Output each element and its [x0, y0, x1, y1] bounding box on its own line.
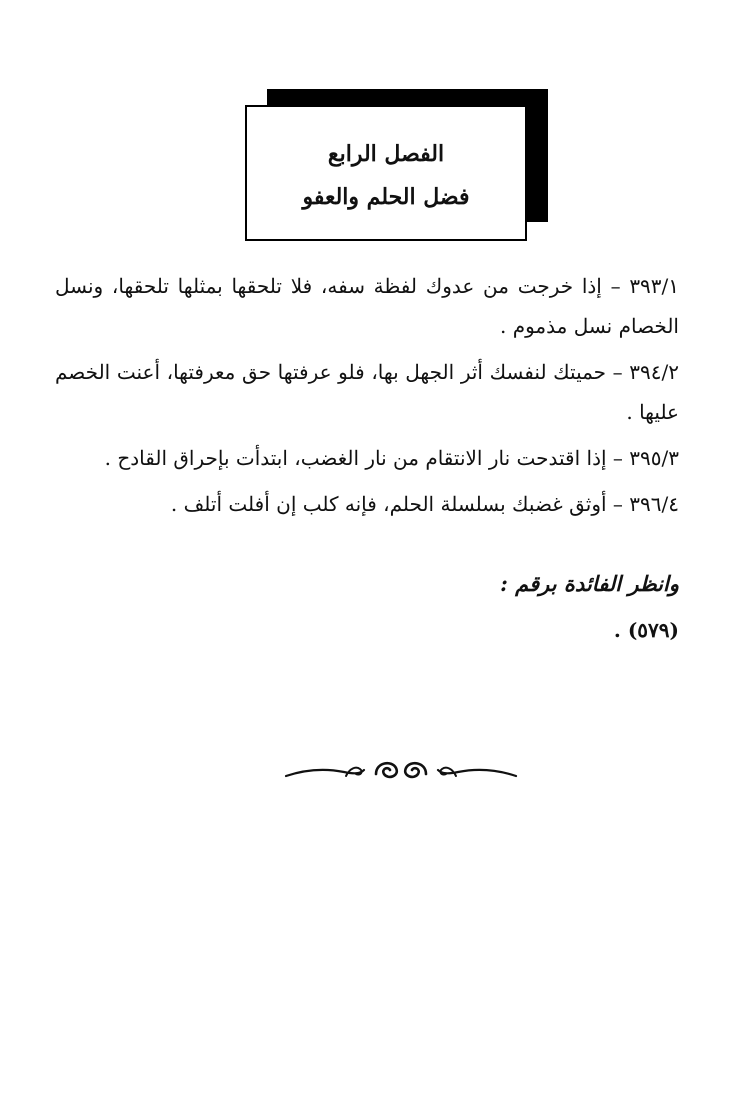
entry-dash: –	[606, 492, 623, 516]
entry-396	[55, 484, 679, 524]
entry-number: ٣٩٥/٣	[629, 446, 679, 470]
chapter-heading-box	[245, 105, 527, 241]
entry-394	[55, 352, 679, 432]
entry-dash: –	[606, 360, 623, 384]
entry-number: ٣٩٣/١	[629, 274, 680, 298]
entry-text: أوثق غضبك بسلسلة الحلم، فإنه كلب إن أفلت أتلف .	[170, 492, 607, 516]
swirl-divider-icon	[284, 754, 518, 788]
entry-number: ٣٩٤/٢	[629, 360, 679, 384]
entries-list	[55, 266, 679, 530]
entry-text: حميتك لنفسك أثر الجهل بها، فلو عرفتها حق معرفتها، أعنت الخصم عليها .	[55, 360, 679, 424]
entry-dash: –	[606, 446, 623, 470]
entry-dash: –	[601, 274, 621, 298]
entry-text: إذا خرجت من عدوك لفظة سفه، فلا تلحقها بمثلها تلحقها، ونسل الخصام نسل مذموم .	[55, 274, 679, 338]
entry-number: ٣٩٦/٤	[629, 492, 679, 516]
entry-395	[55, 438, 679, 478]
see-also-label: وانظر الفائدة برقم :	[500, 571, 679, 596]
see-also-reference: (٥٧٩) .	[613, 618, 679, 642]
chapter-title: فضل الحلم والعفو	[302, 184, 470, 210]
entry-393	[55, 266, 679, 346]
entry-text: إذا اقتدحت نار الانتقام من نار الغضب، ابتدأت بإحراق القادح .	[104, 446, 607, 470]
chapter-label: الفصل الرابع	[327, 141, 445, 167]
